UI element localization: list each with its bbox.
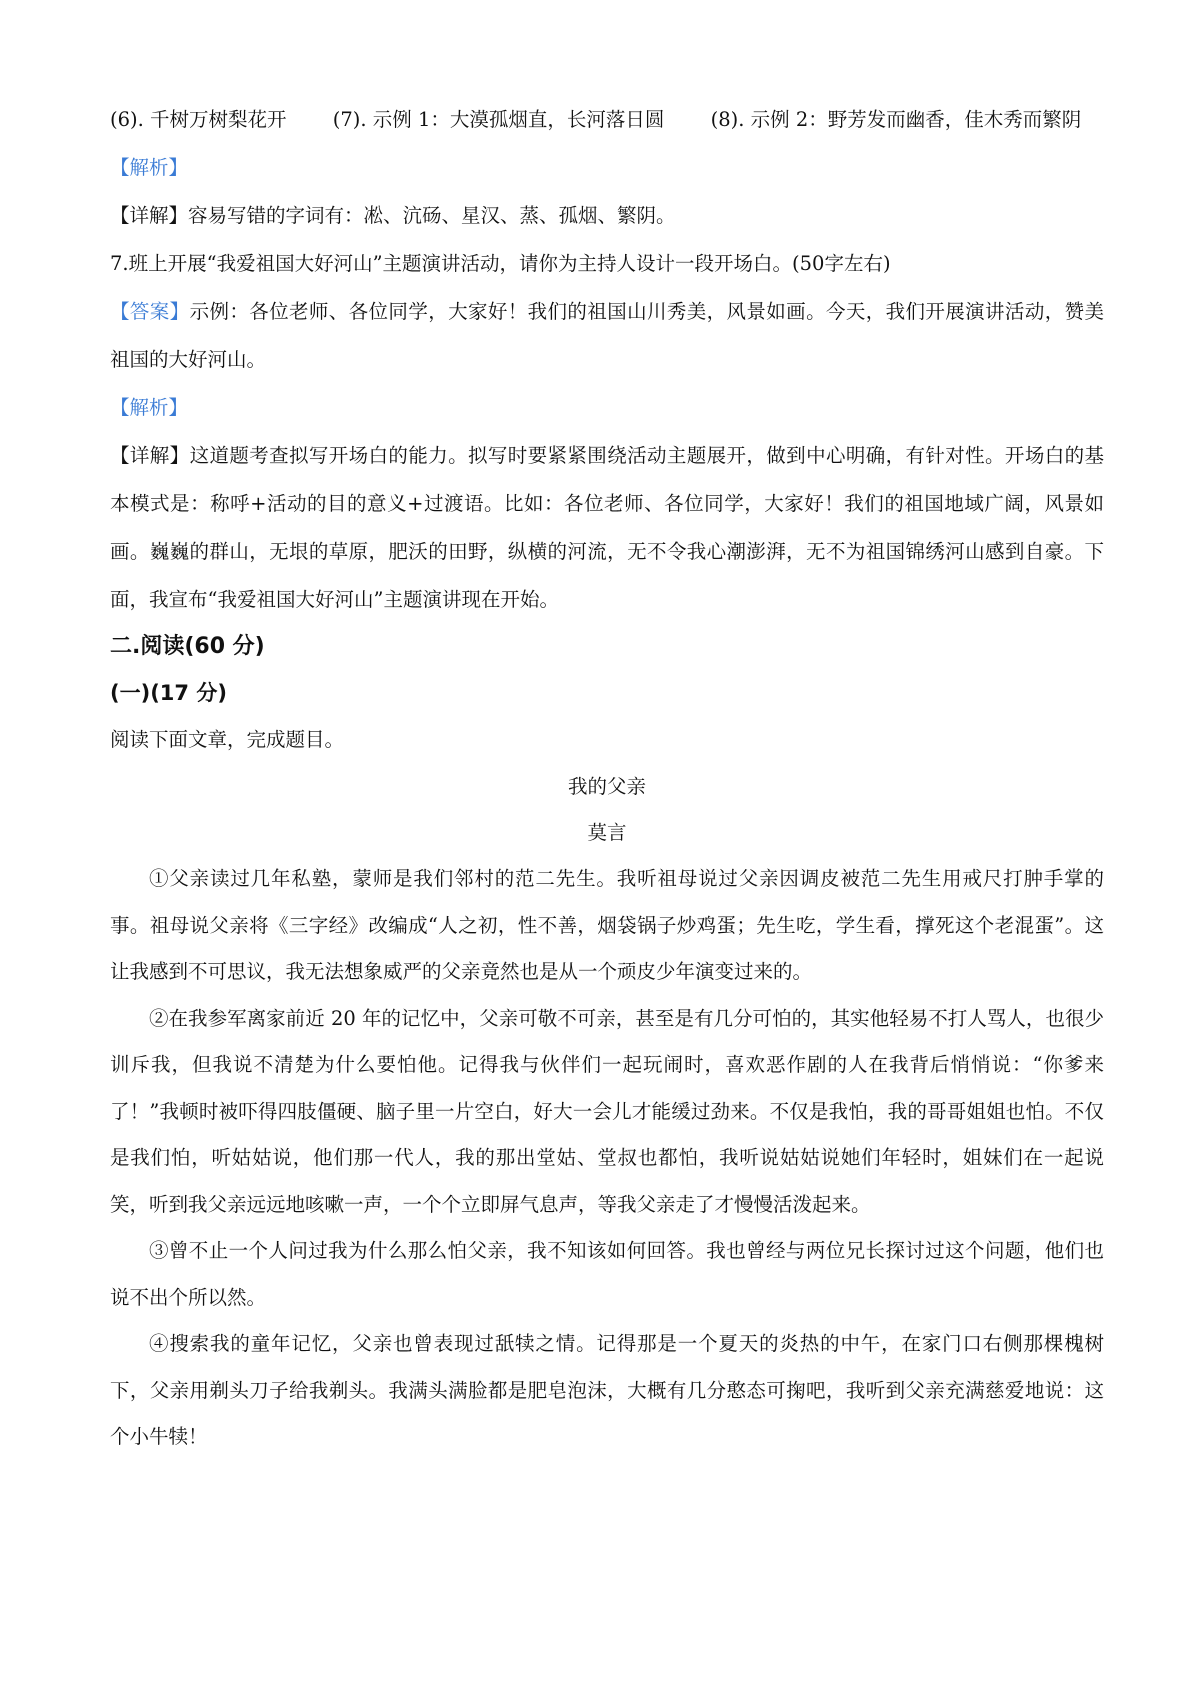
q7-analysis-label: [110, 384, 1104, 432]
detail-tag: 【详解】: [110, 204, 189, 227]
answers-6-8: [110, 96, 1104, 144]
essay-paragraph-3: ③曾不止一个人问过我为什么那么怕父亲，我不知该如何回答。我也曾经与两位兄长探讨过这个问题，他们也说不出个所以然。: [110, 1239, 1104, 1309]
essay-paragraph-1: ①父亲读过几年私塾，蒙师是我们邻村的范二先生。我听祖母说过父亲因调皮被范二先生用戒尺打肿手掌的事。祖母说父亲将《三字经》改编成“人之初，性不善，烟袋锅子炒鸡蛋；先生吃，学生看，撑死这个老混蛋”。这让我感到不可思议，我无法想象威严的父亲竟然也是从一个顽皮少年演变过来的。: [110, 867, 1104, 983]
answer-7-number: (7).: [332, 108, 367, 131]
answer-8-number: (8).: [710, 108, 745, 131]
q6-analysis-label: [110, 144, 1104, 192]
essay-paragraph-2: ②在我参军离家前近 20 年的记忆中，父亲可敬不可亲，甚至是有几分可怕的，其实他轻易不打人骂人，也很少训斥我，但我说不清楚为什么要怕他。记得我与伙伴们一起玩闹时，喜欢恶作剧的人在我背后悄悄说：“你爹来了！”我顿时被吓得四肢僵硬、脑子里一片空白，好大一会儿才能缓过劲来。不仅是我怕，我的哥哥姐姐也怕。不仅是我们怕，听姑姑说，他们那一代人，我的那出堂姑、堂叔也都怕，我听说姑姑说她们年轻时，姐妹们在一起说笑，听到我父亲远远地咳嗽一声，一个个立即屏气息声，等我父亲走了才慢慢活泼起来。: [110, 1006, 1104, 1216]
analysis-tag: 【解析】: [110, 396, 189, 419]
analysis-tag: 【解析】: [110, 156, 189, 179]
detail-text: 容易写错的字词有：凇、沆砀、星汉、蒸、孤烟、繁阴。: [188, 204, 676, 227]
q7-detail: [110, 432, 1104, 624]
q6-detail: [110, 192, 1104, 240]
answer-text: 示例：各位老师、各位同学，大家好！我们的祖国山川秀美，风景如画。今天，我们开展演讲活动，赞美祖国的大好河山。: [110, 300, 1104, 371]
answer-6-text: 千树万树梨花开: [150, 108, 287, 131]
essay-title: 我的父亲: [567, 775, 646, 798]
answer-6-number: (6).: [110, 108, 144, 131]
essay-paragraph-4: ④搜索我的童年记忆，父亲也曾表现过舐犊之情。记得那是一个夏天的炎热的中午，在家门口右侧那棵槐树下，父亲用剃头刀子给我剃头。我满头满脸都是肥皂泡沫，大概有几分憨态可掬吧，我听到父亲充满慈爱地说：这个小牛犊！: [110, 1332, 1104, 1448]
answer-8-text: 示例 2：野芳发而幽香，佳木秀而繁阴: [750, 108, 1082, 131]
answer-7-text: 示例 1：大漠孤烟直，长河落日圆: [372, 108, 665, 131]
q7-question: 7.班上开展“我爱祖国大好河山”主题演讲活动，请你为主持人设计一段开场白。(50字左右): [110, 252, 891, 275]
section-heading: 二.阅读(60 分): [110, 634, 265, 659]
answer-tag: 【答案】: [110, 300, 190, 323]
detail-text: 这道题考查拟写开场白的能力。拟写时要紧紧围绕活动主题展开，做到中心明确，有针对性。开场白的基本模式是：称呼+活动的目的意义+过渡语。比如：各位老师、各位同学，大家好！我们的祖国地域广阔，风景如画。巍巍的群山，无垠的草原，肥沃的田野，纵横的河流，无不令我心潮澎湃，无不为祖国锦绣河山感到自豪。下面，我宣布“我爱祖国大好河山”主题演讲现在开始。: [110, 444, 1104, 611]
q7-answer: [110, 288, 1104, 384]
sub-heading: (一)(17 分): [110, 681, 227, 705]
essay-author: 莫言: [587, 821, 627, 844]
reading-instruction: 阅读下面文章，完成题目。: [110, 728, 345, 751]
detail-tag: 【详解】: [110, 444, 190, 467]
